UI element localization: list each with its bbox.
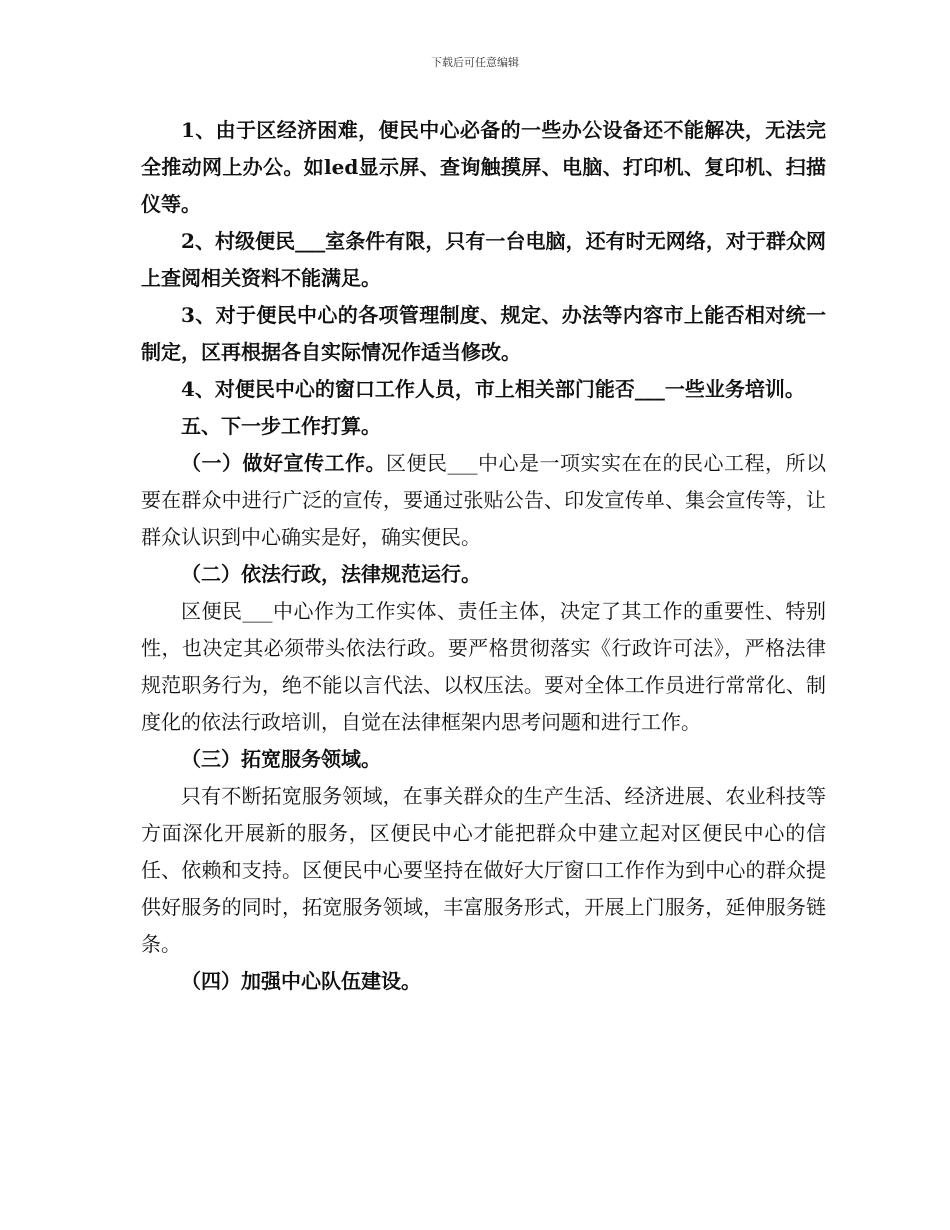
- paragraph-issue-1: 1、由于区经济困难，便民中心必备的一些办公设备还不能解决，无法完全推动网上办公。如led显示屏、查询触摸屏、电脑、打印机、复印机、扫描仪等。: [141, 118, 826, 216]
- paragraph-publicity: [141, 445, 826, 556]
- page-header: 下载后可任意编辑: [431, 56, 519, 69]
- section-heading-next-steps: 五、下一步工作打算。: [181, 414, 381, 438]
- subheading-rule-of-law: （二）依法行政，法律规范运行。: [181, 562, 481, 586]
- paragraph-issue-4: 4、对便民中心的窗口工作人员，市上相关部门能否___一些业务培训。: [181, 377, 805, 401]
- document-body: [141, 112, 826, 1000]
- paragraph-issue-3: 3、对于便民中心的各项管理制度、规定、办法等内容市上能否相对统一制定，区再根据各自实际情况作适当修改。: [141, 303, 826, 364]
- subheading-expand-services: （三）拓宽服务领域。: [181, 747, 381, 771]
- paragraph-expand-services: 只有不断拓宽服务领域，在事关群众的生产生活、经济进展、农业科技等方面深化开展新的服务，区便民中心才能把群众中建立起对区便民中心的信任、依赖和支持。区便民中心要坚持在做好大厅窗口工作作为到中心的群众提供好服务的同时，拓宽服务领域，丰富服务形式，开展上门服务，延伸服务链条。: [141, 784, 826, 956]
- paragraph-issue-2: 2、村级便民___室条件有限，只有一台电脑，还有时无网络，对于群众网上查阅相关资料不能满足。: [141, 229, 826, 290]
- subheading-publicity: （一）做好宣传工作。: [181, 451, 386, 475]
- paragraph-publicity-text: 区便民___中心是一项实实在在的民心工程，所以要在群众中进行广泛的宣传，要通过张贴公告、印发宣传单、集会宣传等，让群众认识到中心确实是好，确实便民。: [141, 451, 826, 549]
- subheading-team-building: （四）加强中心队伍建设。: [181, 969, 421, 993]
- paragraph-rule-of-law: 区便民___中心作为工作实体、责任主体，决定了其工作的重要性、特别性，也决定其必须带头依法行政。要严格贯彻落实《行政许可法》，严格法律规范职务行为，绝不能以言代法、以权压法。要对全体工作员进行常常化、制度化的依法行政培训，自觉在法律框架内思考问题和进行工作。: [141, 599, 826, 734]
